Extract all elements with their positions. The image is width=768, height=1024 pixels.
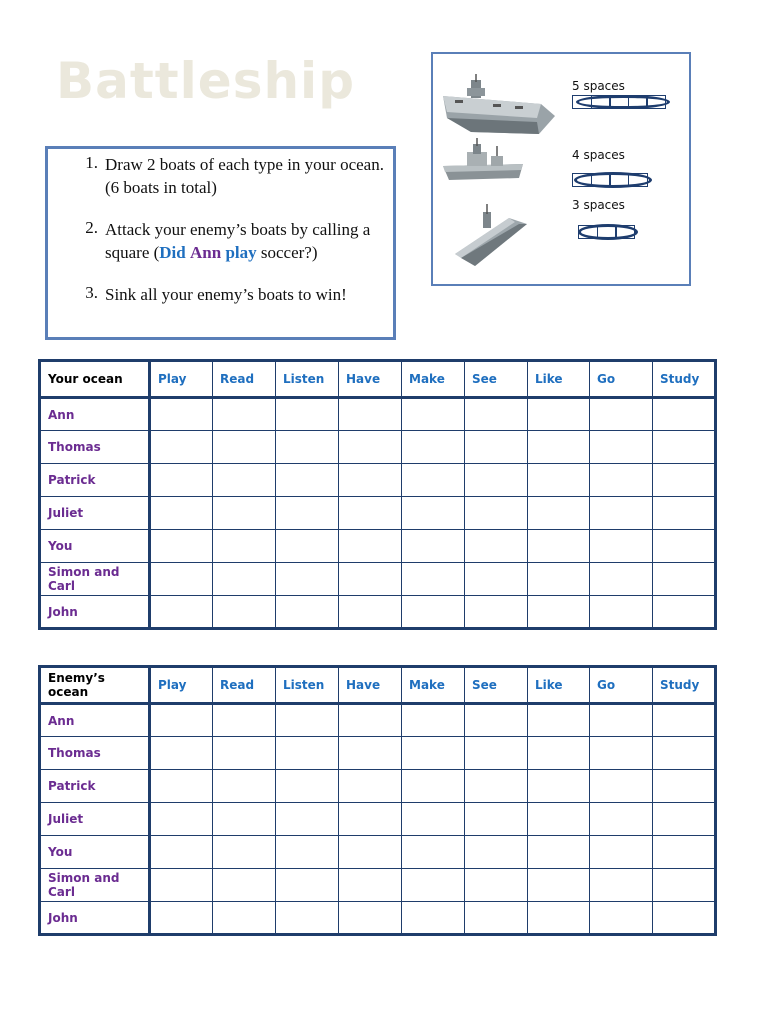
instruction-number: 3. bbox=[85, 283, 98, 302]
column-header-listen: Listen bbox=[276, 361, 339, 398]
instruction-suffix: soccer?) bbox=[256, 243, 318, 262]
grid-cell[interactable] bbox=[653, 431, 716, 464]
grid-cell[interactable] bbox=[653, 836, 716, 869]
boat-4-oval bbox=[574, 172, 652, 188]
grid-cell[interactable] bbox=[150, 704, 213, 737]
row-header-you: You bbox=[40, 530, 150, 563]
grid-cell[interactable] bbox=[402, 770, 465, 803]
grid-cell[interactable] bbox=[528, 737, 590, 770]
grid-cell[interactable] bbox=[213, 563, 276, 596]
grid-cell[interactable] bbox=[590, 497, 653, 530]
grid-cell[interactable] bbox=[402, 497, 465, 530]
grid-cell[interactable] bbox=[339, 530, 402, 563]
grid-cell[interactable] bbox=[339, 704, 402, 737]
grid-cell[interactable] bbox=[339, 398, 402, 431]
grid-cell[interactable] bbox=[339, 869, 402, 902]
grid-cell[interactable] bbox=[465, 770, 528, 803]
instruction-number: 2. bbox=[85, 218, 98, 237]
grid-cell[interactable] bbox=[276, 596, 339, 629]
grid-cell[interactable] bbox=[150, 431, 213, 464]
grid-cell[interactable] bbox=[465, 464, 528, 497]
instruction-text: Draw 2 boats of each type in your ocean. (6 boats in total) bbox=[105, 155, 384, 197]
grid-cell[interactable] bbox=[150, 770, 213, 803]
row-header-thomas: Thomas bbox=[40, 431, 150, 464]
column-header-have: Have bbox=[339, 667, 402, 704]
grid-cell[interactable] bbox=[339, 431, 402, 464]
grid-cell[interactable] bbox=[213, 530, 276, 563]
grid-row bbox=[40, 431, 716, 464]
grid-cell[interactable] bbox=[402, 902, 465, 935]
column-header-see: See bbox=[465, 361, 528, 398]
grid-cell[interactable] bbox=[213, 398, 276, 431]
column-header-play: Play bbox=[150, 361, 213, 398]
column-header-go: Go bbox=[590, 667, 653, 704]
grid-cell[interactable] bbox=[276, 737, 339, 770]
example-word-did: Did bbox=[159, 243, 186, 262]
grid-cell[interactable] bbox=[276, 704, 339, 737]
grid-row bbox=[40, 737, 716, 770]
grid-cell[interactable] bbox=[402, 464, 465, 497]
grid-cell[interactable] bbox=[402, 530, 465, 563]
grid-cell[interactable] bbox=[339, 464, 402, 497]
grid-cell[interactable] bbox=[528, 530, 590, 563]
grid-cell[interactable] bbox=[276, 836, 339, 869]
grid-cell[interactable] bbox=[590, 836, 653, 869]
row-header-john: John bbox=[40, 596, 150, 629]
aircraft-carrier-icon bbox=[441, 74, 557, 140]
grid-cell[interactable] bbox=[528, 398, 590, 431]
grid-cell[interactable] bbox=[465, 596, 528, 629]
cruiser-icon bbox=[441, 138, 525, 184]
grid-cell[interactable] bbox=[465, 704, 528, 737]
grid-cell[interactable] bbox=[213, 431, 276, 464]
grid-cell[interactable] bbox=[213, 803, 276, 836]
grid-cell[interactable] bbox=[150, 737, 213, 770]
row-header-ann: Ann bbox=[40, 704, 150, 737]
grid-cell[interactable] bbox=[213, 704, 276, 737]
example-word-play: play bbox=[225, 243, 257, 262]
grid-cell[interactable] bbox=[465, 497, 528, 530]
grid-cell[interactable] bbox=[402, 704, 465, 737]
row-header-patrick: Patrick bbox=[40, 770, 150, 803]
grid-cell[interactable] bbox=[276, 530, 339, 563]
column-header-read: Read bbox=[213, 361, 276, 398]
grid-header-row bbox=[40, 361, 716, 398]
grid-cell[interactable] bbox=[528, 803, 590, 836]
grid-cell[interactable] bbox=[465, 869, 528, 902]
grid-cell[interactable] bbox=[653, 563, 716, 596]
grid-cell[interactable] bbox=[528, 869, 590, 902]
grid-cell[interactable] bbox=[339, 563, 402, 596]
grid-cell[interactable] bbox=[590, 398, 653, 431]
grid-row bbox=[40, 563, 716, 596]
grid-cell[interactable] bbox=[528, 431, 590, 464]
boat-types-panel bbox=[431, 52, 691, 286]
column-header-see: See bbox=[465, 667, 528, 704]
row-header-john: John bbox=[40, 902, 150, 935]
row-header-patrick: Patrick bbox=[40, 464, 150, 497]
grid-cell[interactable] bbox=[150, 596, 213, 629]
row-header-you: You bbox=[40, 836, 150, 869]
grid-cell[interactable] bbox=[465, 563, 528, 596]
grid-cell[interactable] bbox=[402, 869, 465, 902]
enemy-ocean-grid bbox=[38, 665, 717, 936]
grid-cell[interactable] bbox=[653, 398, 716, 431]
row-header-thomas: Thomas bbox=[40, 737, 150, 770]
grid-cell[interactable] bbox=[276, 803, 339, 836]
grid-cell[interactable] bbox=[465, 398, 528, 431]
grid-cell[interactable] bbox=[276, 563, 339, 596]
grid-cell[interactable] bbox=[150, 869, 213, 902]
grid-row bbox=[40, 902, 716, 935]
grid-cell[interactable] bbox=[150, 902, 213, 935]
column-header-like: Like bbox=[528, 667, 590, 704]
row-header-juliet: Juliet bbox=[40, 497, 150, 530]
ocean-label: Enemy’s ocean bbox=[40, 667, 150, 704]
column-header-have: Have bbox=[339, 361, 402, 398]
grid-cell[interactable] bbox=[653, 464, 716, 497]
row-header-simon-and-carl: Simon and Carl bbox=[40, 869, 150, 902]
grid-cell[interactable] bbox=[213, 596, 276, 629]
boat-5-oval bbox=[576, 95, 670, 109]
grid-row bbox=[40, 497, 716, 530]
grid-cell[interactable] bbox=[150, 398, 213, 431]
grid-cell[interactable] bbox=[213, 770, 276, 803]
grid-cell[interactable] bbox=[528, 704, 590, 737]
grid-cell[interactable] bbox=[528, 770, 590, 803]
column-header-study: Study bbox=[653, 361, 716, 398]
boat-size-label: 3 spaces bbox=[572, 198, 625, 212]
grid-cell[interactable] bbox=[402, 596, 465, 629]
grid-header-row bbox=[40, 667, 716, 704]
grid-cell[interactable] bbox=[276, 902, 339, 935]
row-header-juliet: Juliet bbox=[40, 803, 150, 836]
grid-cell[interactable] bbox=[465, 803, 528, 836]
grid-cell[interactable] bbox=[590, 704, 653, 737]
boat-size-label: 5 spaces bbox=[572, 79, 625, 93]
grid-row bbox=[40, 596, 716, 629]
grid-cell[interactable] bbox=[590, 596, 653, 629]
column-header-listen: Listen bbox=[276, 667, 339, 704]
grid-row bbox=[40, 869, 716, 902]
grid-row bbox=[40, 836, 716, 869]
grid-cell[interactable] bbox=[653, 770, 716, 803]
grid-cell[interactable] bbox=[590, 431, 653, 464]
instructions-box bbox=[45, 146, 396, 340]
grid-cell[interactable] bbox=[465, 836, 528, 869]
grid-cell[interactable] bbox=[465, 431, 528, 464]
instruction-number: 1. bbox=[85, 153, 98, 172]
grid-cell[interactable] bbox=[590, 869, 653, 902]
row-header-simon-and-carl: Simon and Carl bbox=[40, 563, 150, 596]
grid-cell[interactable] bbox=[465, 737, 528, 770]
grid-cell[interactable] bbox=[150, 497, 213, 530]
grid-cell[interactable] bbox=[653, 869, 716, 902]
grid-cell[interactable] bbox=[465, 530, 528, 563]
grid-cell[interactable] bbox=[339, 770, 402, 803]
boat-size-label: 4 spaces bbox=[572, 148, 625, 162]
column-header-make: Make bbox=[402, 667, 465, 704]
grid-cell[interactable] bbox=[339, 596, 402, 629]
grid-cell[interactable] bbox=[528, 902, 590, 935]
boat-3-oval bbox=[578, 224, 638, 240]
grid-cell[interactable] bbox=[590, 563, 653, 596]
grid-cell[interactable] bbox=[402, 803, 465, 836]
grid-cell[interactable] bbox=[276, 497, 339, 530]
grid-cell[interactable] bbox=[213, 497, 276, 530]
grid-cell[interactable] bbox=[150, 803, 213, 836]
grid-cell[interactable] bbox=[213, 869, 276, 902]
instruction-prefix: Attack your enemy’s boats by calling a square ( bbox=[105, 220, 371, 262]
grid-cell[interactable] bbox=[528, 464, 590, 497]
grid-cell[interactable] bbox=[339, 836, 402, 869]
grid-cell[interactable] bbox=[339, 902, 402, 935]
instruction-text: Sink all your enemy’s boats to win! bbox=[105, 285, 347, 304]
column-header-go: Go bbox=[590, 361, 653, 398]
grid-cell[interactable] bbox=[213, 737, 276, 770]
column-header-read: Read bbox=[213, 667, 276, 704]
grid-row bbox=[40, 704, 716, 737]
grid-cell[interactable] bbox=[590, 464, 653, 497]
grid-cell[interactable] bbox=[528, 836, 590, 869]
grid-cell[interactable] bbox=[528, 596, 590, 629]
grid-cell[interactable] bbox=[653, 596, 716, 629]
grid-cell[interactable] bbox=[528, 563, 590, 596]
grid-cell[interactable] bbox=[653, 902, 716, 935]
grid-cell[interactable] bbox=[402, 431, 465, 464]
grid-cell[interactable] bbox=[402, 398, 465, 431]
grid-row bbox=[40, 530, 716, 563]
grid-cell[interactable] bbox=[213, 836, 276, 869]
grid-row bbox=[40, 770, 716, 803]
grid-cell[interactable] bbox=[590, 530, 653, 563]
page-title: Battleship bbox=[56, 52, 355, 110]
grid-cell[interactable] bbox=[590, 803, 653, 836]
grid-row bbox=[40, 398, 716, 431]
grid-cell[interactable] bbox=[276, 398, 339, 431]
grid-cell[interactable] bbox=[213, 902, 276, 935]
grid-cell[interactable] bbox=[653, 704, 716, 737]
grid-cell[interactable] bbox=[402, 737, 465, 770]
grid-cell[interactable] bbox=[276, 770, 339, 803]
row-header-ann: Ann bbox=[40, 398, 150, 431]
column-header-play: Play bbox=[150, 667, 213, 704]
grid-cell[interactable] bbox=[528, 497, 590, 530]
grid-cell[interactable] bbox=[339, 737, 402, 770]
grid-cell[interactable] bbox=[653, 497, 716, 530]
grid-row bbox=[40, 464, 716, 497]
grid-cell[interactable] bbox=[150, 563, 213, 596]
grid-cell[interactable] bbox=[150, 464, 213, 497]
example-word-ann: Ann bbox=[190, 243, 222, 262]
grid-cell[interactable] bbox=[402, 836, 465, 869]
column-header-make: Make bbox=[402, 361, 465, 398]
grid-cell[interactable] bbox=[276, 869, 339, 902]
grid-cell[interactable] bbox=[590, 902, 653, 935]
grid-cell[interactable] bbox=[465, 902, 528, 935]
grid-cell[interactable] bbox=[590, 770, 653, 803]
grid-cell[interactable] bbox=[150, 836, 213, 869]
grid-cell[interactable] bbox=[653, 803, 716, 836]
grid-cell[interactable] bbox=[150, 530, 213, 563]
your-ocean-grid bbox=[38, 359, 717, 630]
grid-cell[interactable] bbox=[653, 737, 716, 770]
grid-cell[interactable] bbox=[339, 803, 402, 836]
column-header-like: Like bbox=[528, 361, 590, 398]
grid-row bbox=[40, 803, 716, 836]
grid-cell[interactable] bbox=[276, 431, 339, 464]
column-header-study: Study bbox=[653, 667, 716, 704]
instruction-text bbox=[105, 218, 395, 264]
grid-cell[interactable] bbox=[213, 464, 276, 497]
grid-cell[interactable] bbox=[402, 563, 465, 596]
ocean-label: Your ocean bbox=[40, 361, 150, 398]
carrier-icon bbox=[449, 204, 529, 272]
grid-cell[interactable] bbox=[339, 497, 402, 530]
grid-cell[interactable] bbox=[276, 464, 339, 497]
grid-cell[interactable] bbox=[653, 530, 716, 563]
grid-cell[interactable] bbox=[590, 737, 653, 770]
